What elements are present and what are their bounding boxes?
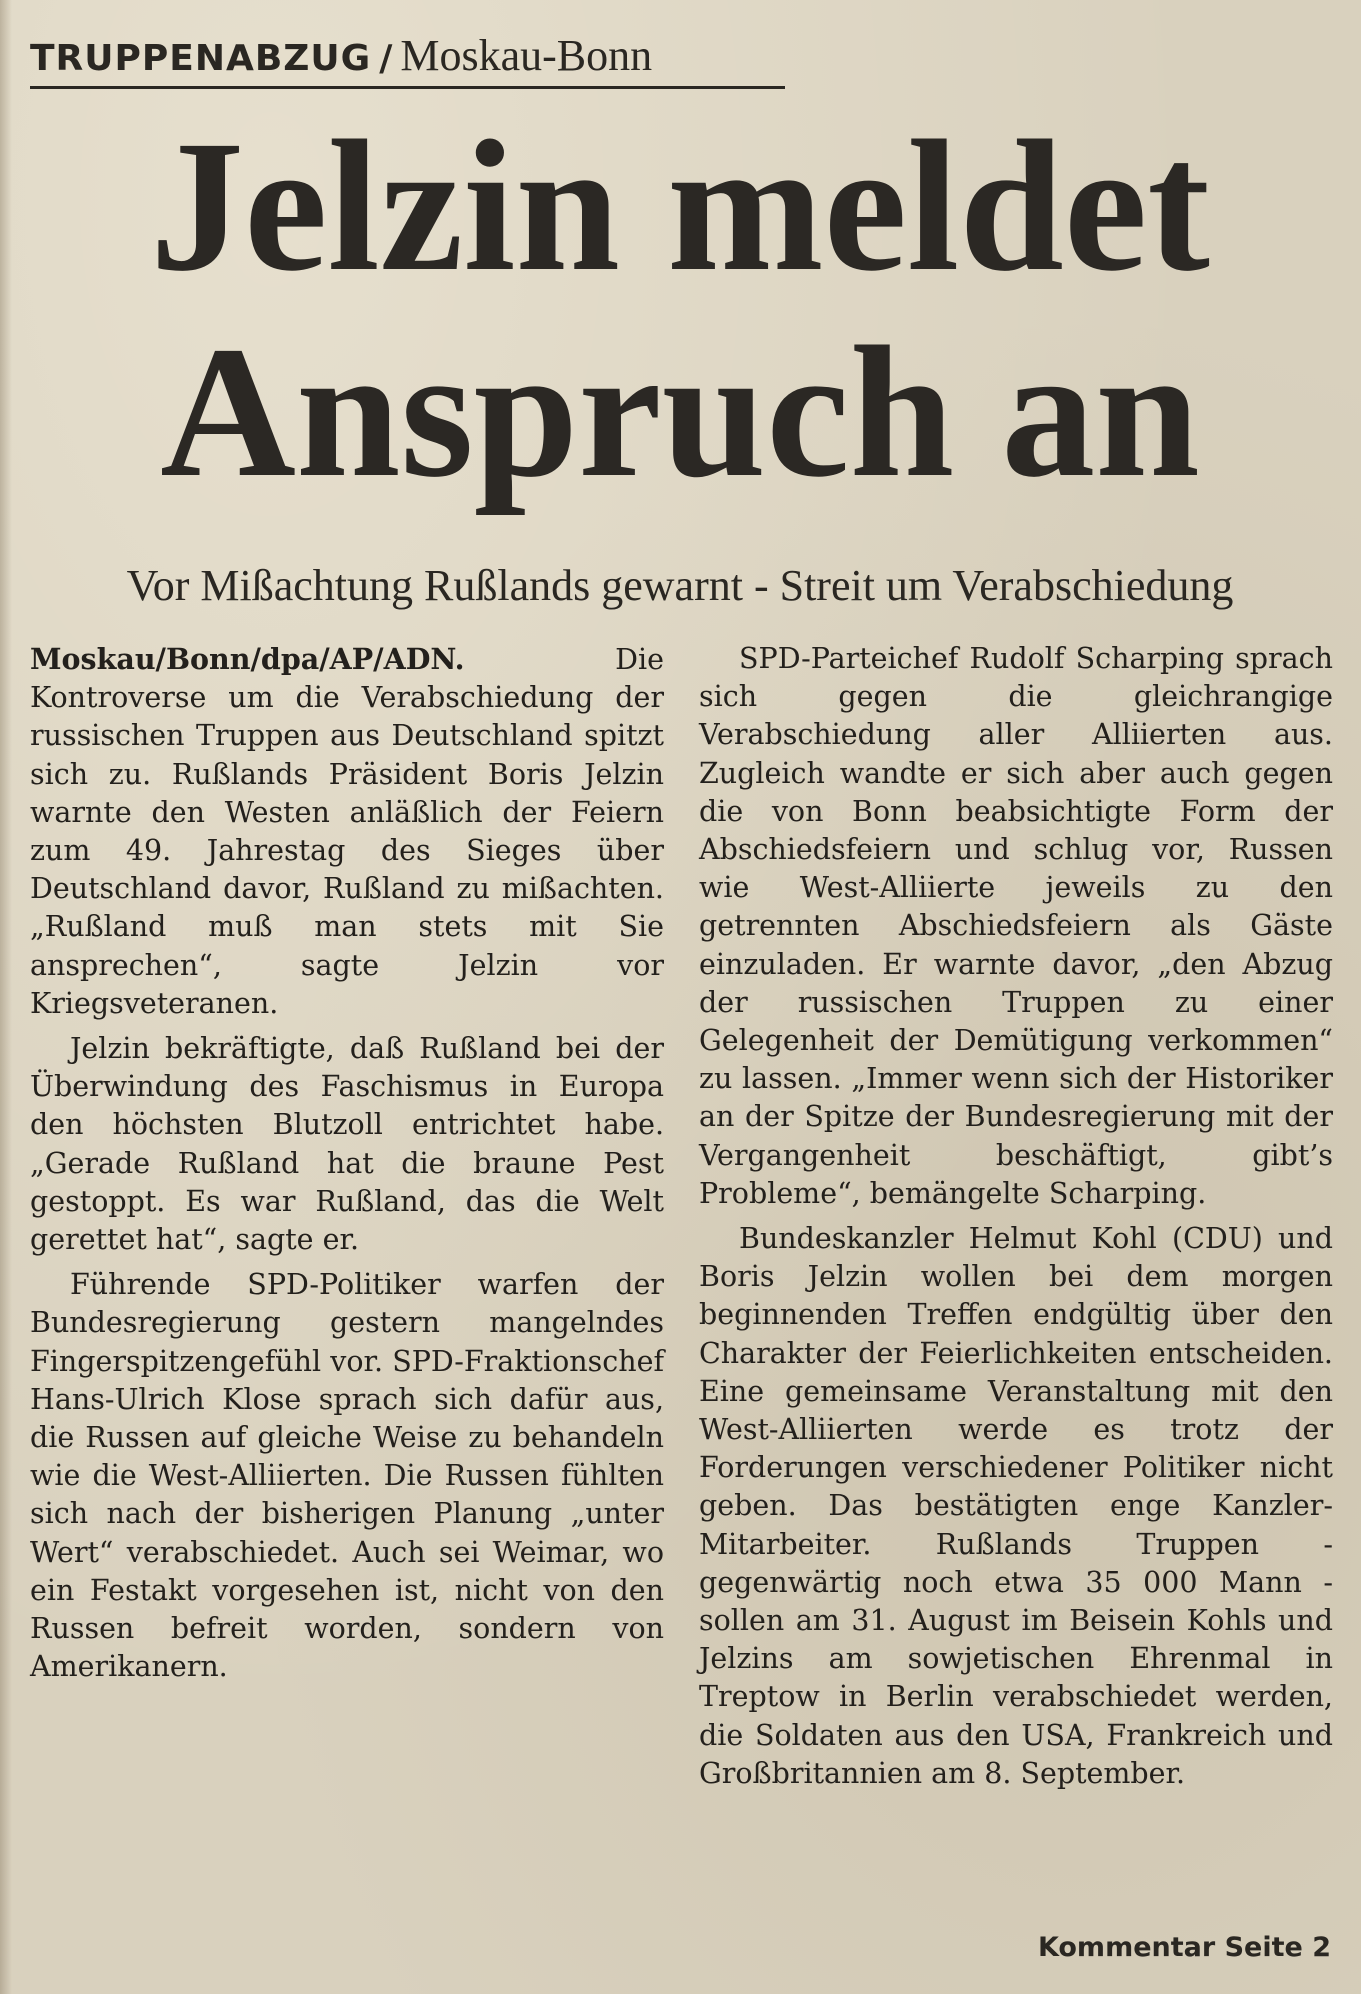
- article-paragraph-5: Bundeskanzler Helmut Kohl (CDU) und Boris Jelzin wollen bei dem morgen beginnenden Treffen endgültig über den Charakter der Feierlichkeiten entscheiden. Eine gemeinsame Veranstaltung mit den West-Alliierten werde es trotz der Forderungen verschiedener Politiker nicht geben. Das bestätigten enge Kanzler-Mitarbeiter. Rußlands Truppen - gegenwärtig noch etwa 35 000 Mann - sollen am 31. August im Beisein Kohls und Jelzins am sowjetischen Ehrenmal in Treptow in Berlin verabschiedet werden, die Soldaten aus den USA, Frankreich und Großbritannien am 8. September.: [699, 1222, 1333, 1790]
- article-column-left: [30, 640, 664, 1686]
- kicker-separator: /: [379, 38, 393, 79]
- kicker-place: Moskau-Bonn: [400, 31, 653, 80]
- article-paragraph-2: Jelzin bekräftigte, daß Rußland bei der Überwindung des Faschismus in Europa den höchsten Blutzoll entrichtet habe. „Gerade Rußland hat die braune Pest gestoppt. Es war Rußland, das die Welt gerettet hat“, sagte er.: [30, 1032, 664, 1257]
- headline-line-1: Jelzin meldet: [150, 101, 1210, 310]
- kicker-line: [30, 30, 785, 89]
- article-paragraph-4: SPD-Parteichef Rudolf Scharping sprach sich gegen die gleichrangige Verabschiedung aller Alliierten aus. Zugleich wandte er sich aber auch gegen die von Bonn beabsichtigte Form der Abschiedsfeiern und schlug vor, Russen wie West-Alliierte jeweils zu den getrennten Abschiedsfeiern als Gäste einzuladen. Er warnte davor, „den Abzug der russischen Truppen zu einer Gelegenheit der Demütigung verkommen“ zu lassen. „Immer wenn sich der Historiker an der Spitze der Bundesregierung mit der Vergangenheit beschäftigt, gibt’s Probleme“, bemängelte Scharping.: [699, 642, 1333, 1210]
- paper-edge-shadow: [0, 0, 12, 1994]
- article-column-right: [699, 640, 1333, 1793]
- article-paragraph-lead: [30, 640, 664, 1023]
- kicker-topic: TRUPPENABZUG: [30, 38, 372, 79]
- comment-reference: Kommentar Seite 2: [1037, 1932, 1331, 1963]
- dateline: Moskau/Bonn/dpa/AP/ADN.: [30, 642, 465, 676]
- subheadline: Vor Mißachtung Rußlands gewarnt - Streit um Verabschiedung: [126, 561, 1234, 610]
- headline-line-2: Anspruch an: [160, 307, 1200, 516]
- article-paragraph-3: Führende SPD-Politiker warfen der Bundesregierung gestern mangelndes Fingerspitzengefühl vor. SPD-Fraktionschef Hans-Ulrich Klose sprach sich dafür aus, die Russen auf gleiche Weise zu behandeln wie die West-Alliierten. Die Russen fühlten sich nach der bisherigen Planung „unter Wert“ verabschiedet. Auch sei Weimar, wo ein Festakt vorgesehen ist, nicht von den Russen befreit worden, sondern von Amerikanern.: [30, 1268, 664, 1684]
- lead-text: Die Kontroverse um die Verabschiedung der russischen Truppen aus Deutschland spitzt sich zu. Rußlands Präsident Boris Jelzin warnte den Westen anläßlich der Feiern zum 49. Jahrestag des Sieges über Deutschland davor, Rußland zu mißachten. „Rußland muß man stets mit Sie ansprechen“, sagte Jelzin vor Kriegsveteranen.: [30, 643, 664, 1020]
